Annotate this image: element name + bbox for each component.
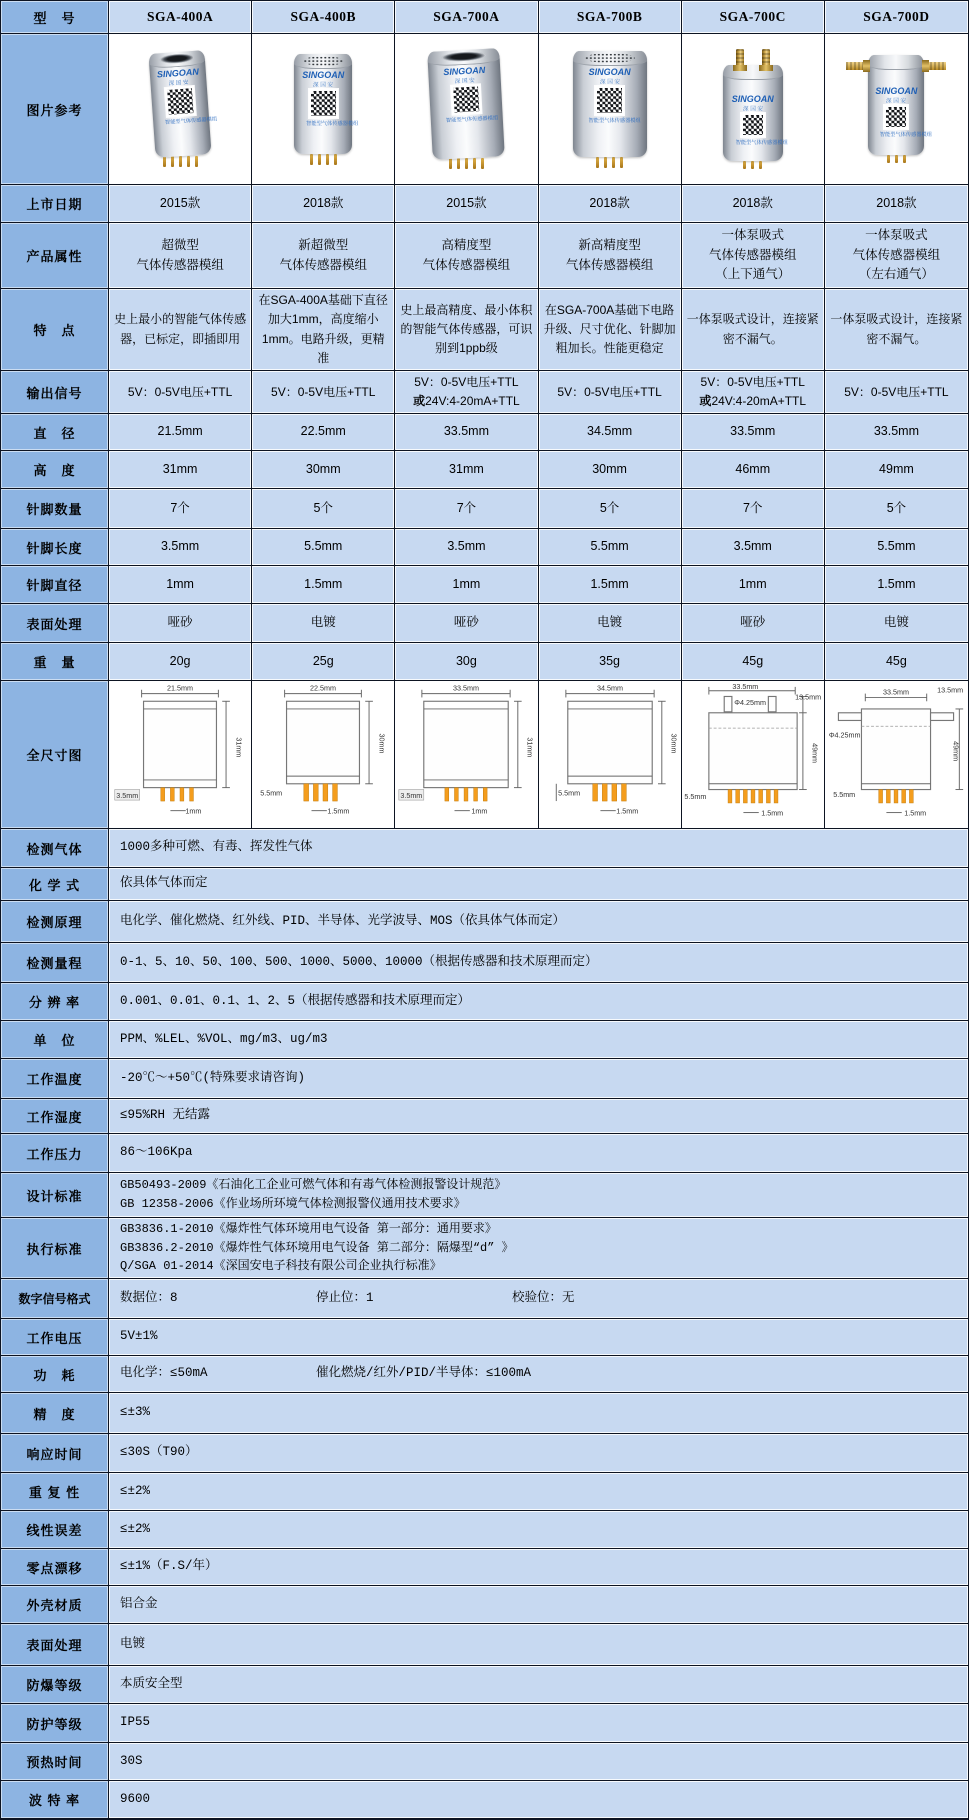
qr-code-icon xyxy=(886,107,906,127)
row-label: 数字信号格式 xyxy=(1,1279,109,1319)
product-photo xyxy=(723,34,788,184)
sensor-body xyxy=(573,51,647,157)
weight-cell: 20g xyxy=(109,643,252,681)
spec-row-voltage xyxy=(1,1319,968,1356)
sensor-caption: 智能型气体传感器模组 xyxy=(588,116,641,123)
spec-value: 1000多种可燃、有毒、挥发性气体 xyxy=(109,829,968,868)
spec-row-baud-rate xyxy=(1,1781,968,1819)
svg-text:1.5mm: 1.5mm xyxy=(615,806,638,816)
pin-diameter-cell: 1.5mm xyxy=(825,566,968,604)
dimension-diagram xyxy=(825,681,968,829)
spec-row-repeatability xyxy=(1,1473,968,1511)
sensor-pins xyxy=(887,155,906,163)
product-photo xyxy=(152,34,218,184)
svg-text:5.5mm: 5.5mm xyxy=(260,787,283,797)
sensor-cap-icon xyxy=(294,54,352,69)
row-label: 特 点 xyxy=(1,289,109,371)
spec-value: ≤±1%（F.S/年） xyxy=(109,1549,968,1586)
spec-value: ≤30S（T90） xyxy=(109,1434,968,1473)
svg-text:31mm: 31mm xyxy=(525,736,535,757)
row-label: 化 学 式 xyxy=(1,868,109,901)
surface-cell: 哑砂 xyxy=(682,604,825,643)
launch-cell: 2018款 xyxy=(539,185,682,223)
pin-count-cell: 5个 xyxy=(252,489,395,529)
signal-cell: 5V：0-5V电压+TTL 或24V:4-20mA+TTL xyxy=(682,371,825,414)
pin-length-cell: 5.5mm xyxy=(252,529,395,566)
surface-row xyxy=(1,604,968,643)
brand-logo: SINGOAN xyxy=(588,66,631,77)
attribute-cell: 新超微型 气体传感器模组 xyxy=(252,223,395,289)
brand-logo: SINGOAN xyxy=(302,69,345,80)
height-row xyxy=(1,451,968,489)
feature-cell: 一体泵吸式设计，连接紧密不漏气。 xyxy=(682,289,825,371)
pin-length-cell: 3.5mm xyxy=(109,529,252,566)
spec-value: PPM、%LEL、%VOL、mg/m3、ug/m3 xyxy=(109,1021,968,1059)
feature-cell: 在SGA-700A基础下电路升级、尺寸优化、针脚加粗加长。性能更稳定 xyxy=(539,289,682,371)
pump-tube-left-icon xyxy=(846,62,870,70)
brand-sub: 深 国 安 xyxy=(313,81,334,88)
row-label: 防护等级 xyxy=(1,1704,109,1743)
spec-row-shell-material xyxy=(1,1586,968,1624)
height-cell: 30mm xyxy=(539,451,682,489)
spec-row-protection-grade xyxy=(1,1704,968,1743)
spec-row-zero-drift xyxy=(1,1549,968,1586)
svg-text:33.5mm: 33.5mm xyxy=(732,683,759,691)
brand-sub: 深 国 安 xyxy=(599,78,620,85)
height-cell: 31mm xyxy=(109,451,252,489)
row-label: 检测量程 xyxy=(1,943,109,983)
svg-text:1mm: 1mm xyxy=(185,806,202,816)
product-photo-cell xyxy=(682,34,825,185)
row-label: 波 特 率 xyxy=(1,1781,109,1819)
svg-text:34.5mm: 34.5mm xyxy=(596,683,623,693)
pin-count-cell: 7个 xyxy=(682,489,825,529)
row-label: 产品属性 xyxy=(1,223,109,289)
svg-text:33.5mm: 33.5mm xyxy=(453,683,480,693)
pin-length-cell: 3.5mm xyxy=(682,529,825,566)
brand-sub: 深 国 安 xyxy=(742,105,763,112)
signal-row xyxy=(1,371,968,414)
sensor-cap-icon xyxy=(868,55,924,70)
product-photo-cell xyxy=(539,34,682,185)
spec-value: 86～106Kpa xyxy=(109,1134,968,1173)
diameter-row xyxy=(1,414,968,451)
pin-count-cell: 7个 xyxy=(395,489,538,529)
svg-text:Φ4.25mm: Φ4.25mm xyxy=(734,697,766,707)
spec-value: ≤95%RH 无结露 xyxy=(109,1099,968,1134)
pin-count-row xyxy=(1,489,968,529)
dimension-diagram xyxy=(252,681,395,829)
svg-text:3.5mm: 3.5mm xyxy=(400,790,423,800)
spec-value: ≤±3% xyxy=(109,1393,968,1434)
diameter-cell: 22.5mm xyxy=(252,414,395,451)
height-cell: 49mm xyxy=(825,451,968,489)
brand-sub: 深 国 安 xyxy=(168,78,189,87)
sensor-pins xyxy=(163,156,198,167)
pin-length-cell: 3.5mm xyxy=(395,529,538,566)
qr-code-icon xyxy=(167,88,194,115)
row-label: 工作温度 xyxy=(1,1059,109,1099)
signal-cell: 5V：0-5V电压+TTL 或24V:4-20mA+TTL xyxy=(395,371,538,414)
feature-cell: 在SGA-400A基础下直径加大1mm，高度缩小1mm。电路升级，更精准 xyxy=(252,289,395,371)
attribute-cell: 一体泵吸式 气体传感器模组 （左右通气） xyxy=(825,223,968,289)
spec-value: GB3836.1-2010《爆炸性气体环境用电气设备 第一部分：通用要求》 GB3836.2-2010《爆炸性气体环境用电气设备 第二部分：隔爆型“d” 》 Q/SGA 01-2014《深国安电子科技有限公司企业执行标准》 xyxy=(109,1218,968,1279)
spec-row-explosion-grade xyxy=(1,1666,968,1704)
svg-text:5.5mm: 5.5mm xyxy=(684,791,707,801)
pin-diameter-cell: 1mm xyxy=(109,566,252,604)
spec-row-temp xyxy=(1,1059,968,1099)
svg-text:13.5mm: 13.5mm xyxy=(794,691,821,701)
feature-cell: 一体泵吸式设计，连接紧密不漏气。 xyxy=(825,289,968,371)
weight-cell: 45g xyxy=(825,643,968,681)
sensor-pins xyxy=(310,154,337,165)
row-label: 设计标准 xyxy=(1,1173,109,1218)
photo-row-label: 图片参考 xyxy=(1,34,109,185)
surface-cell: 电镀 xyxy=(252,604,395,643)
brand-logo: SINGOAN xyxy=(443,64,486,77)
diameter-cell: 34.5mm xyxy=(539,414,682,451)
pump-tubes-icon xyxy=(736,49,770,67)
signal-cell: 5V：0-5V电压+TTL xyxy=(252,371,395,414)
sensor-caption: 智能型气体传感器模组 xyxy=(880,131,933,138)
model-header: SGA-400B xyxy=(252,1,395,34)
spec-row-detect-gas xyxy=(1,829,968,868)
row-label: 预热时间 xyxy=(1,1743,109,1781)
launch-cell: 2018款 xyxy=(682,185,825,223)
spec-value: 0.001、0.01、0.1、1、2、5（根据传感器和技术原理而定） xyxy=(109,983,968,1021)
spec-row-resolution xyxy=(1,983,968,1021)
svg-text:3.5mm: 3.5mm xyxy=(116,790,139,800)
sensor-caption: 智能型气体传感器模组 xyxy=(306,119,359,126)
brand-logo: SINGOAN xyxy=(875,86,918,96)
row-label: 针脚长度 xyxy=(1,529,109,566)
attribute-cell: 一体泵吸式 气体传感器模组 （上下通气） xyxy=(682,223,825,289)
sensor-caption: 智能型气体传感器模组 xyxy=(446,114,499,123)
pin-length-row xyxy=(1,529,968,566)
sensor-body xyxy=(428,48,506,160)
weight-cell: 30g xyxy=(395,643,538,681)
spec-row-range xyxy=(1,943,968,983)
diameter-cell: 33.5mm xyxy=(395,414,538,451)
spec-value: 5V±1% xyxy=(109,1319,968,1356)
launch-cell: 2015款 xyxy=(395,185,538,223)
header-row xyxy=(1,1,968,34)
row-label: 工作电压 xyxy=(1,1319,109,1356)
product-photo xyxy=(294,34,359,184)
row-label: 表面处理 xyxy=(1,604,109,643)
spec-row-pressure xyxy=(1,1134,968,1173)
svg-text:30mm: 30mm xyxy=(668,732,678,753)
signal-cell: 5V：0-5V电压+TTL xyxy=(825,371,968,414)
row-label: 工作湿度 xyxy=(1,1099,109,1134)
svg-text:Φ4.25mm: Φ4.25mm xyxy=(829,730,861,740)
attribute-row xyxy=(1,223,968,289)
sensor-body xyxy=(868,55,933,155)
launch-cell: 2018款 xyxy=(252,185,395,223)
svg-text:33.5mm: 33.5mm xyxy=(883,687,910,697)
row-label: 零点漂移 xyxy=(1,1549,109,1586)
svg-text:1mm: 1mm xyxy=(471,806,488,816)
height-cell: 30mm xyxy=(252,451,395,489)
attribute-cell: 高精度型 气体传感器模组 xyxy=(395,223,538,289)
pin-diameter-row xyxy=(1,566,968,604)
svg-text:22.5mm: 22.5mm xyxy=(310,683,337,693)
qr-code-icon xyxy=(743,115,763,135)
feature-cell: 史上最小的智能气体传感器，已标定，即插即用 xyxy=(109,289,252,371)
product-photo-cell xyxy=(252,34,395,185)
spec-row-response-time xyxy=(1,1434,968,1473)
sensor-cap-icon xyxy=(723,65,783,80)
svg-text:1.5mm: 1.5mm xyxy=(760,807,783,817)
spec-row-accuracy xyxy=(1,1393,968,1434)
height-cell: 31mm xyxy=(395,451,538,489)
row-label: 高 度 xyxy=(1,451,109,489)
dimension-diagram xyxy=(109,681,252,829)
qr-code-icon xyxy=(453,86,479,112)
spec-value: ≤±2% xyxy=(109,1473,968,1511)
pin-count-cell: 5个 xyxy=(539,489,682,529)
pin-length-cell: 5.5mm xyxy=(539,529,682,566)
row-label: 响应时间 xyxy=(1,1434,109,1473)
spec-row-chem-formula xyxy=(1,868,968,901)
sensor-caption: 智能型气体传感器模组 xyxy=(735,139,788,146)
row-label: 线性误差 xyxy=(1,1511,109,1549)
svg-text:49mm: 49mm xyxy=(951,740,961,761)
dimension-diagram xyxy=(539,681,682,829)
spec-value: -20℃～+50℃(特殊要求请咨询) xyxy=(109,1059,968,1099)
spec-row-warmup-time xyxy=(1,1743,968,1781)
svg-text:1.5mm: 1.5mm xyxy=(327,806,350,816)
svg-text:13.5mm: 13.5mm xyxy=(937,685,964,695)
pump-tube-right-icon xyxy=(922,62,946,70)
row-label: 全尺寸图 xyxy=(1,681,109,829)
product-photo-cell xyxy=(109,34,252,185)
svg-text:5.5mm: 5.5mm xyxy=(833,789,856,799)
spec-row-unit xyxy=(1,1021,968,1059)
weight-cell: 25g xyxy=(252,643,395,681)
row-label: 直 径 xyxy=(1,414,109,451)
spec-row-humidity xyxy=(1,1099,968,1134)
product-photo xyxy=(868,34,933,184)
spec-value: ≤±2% xyxy=(109,1511,968,1549)
photo-row xyxy=(1,34,968,185)
row-label: 执行标准 xyxy=(1,1218,109,1279)
row-label: 单 位 xyxy=(1,1021,109,1059)
diameter-cell: 33.5mm xyxy=(825,414,968,451)
svg-text:31mm: 31mm xyxy=(234,736,244,757)
spec-row-power xyxy=(1,1356,968,1393)
row-label: 表面处理 xyxy=(1,1624,109,1666)
svg-text:21.5mm: 21.5mm xyxy=(167,683,194,693)
spec-value: 30S xyxy=(109,1743,968,1781)
sensor-body xyxy=(294,54,359,154)
model-header: SGA-700B xyxy=(539,1,682,34)
row-label: 输出信号 xyxy=(1,371,109,414)
sensor-pins xyxy=(596,157,623,168)
spec-value: 铝合金 xyxy=(109,1586,968,1624)
dimensions-row xyxy=(1,681,968,829)
spec-row-linearity xyxy=(1,1511,968,1549)
row-label: 分 辨 率 xyxy=(1,983,109,1021)
svg-text:49mm: 49mm xyxy=(810,742,820,763)
spec-value: 电镀 xyxy=(109,1624,968,1666)
qr-code-icon xyxy=(597,88,622,113)
height-cell: 46mm xyxy=(682,451,825,489)
product-photo-cell xyxy=(825,34,968,185)
qr-code-icon xyxy=(311,91,336,116)
product-photo xyxy=(430,34,502,184)
row-label: 检测原理 xyxy=(1,901,109,943)
pin-diameter-cell: 1mm xyxy=(682,566,825,604)
row-label: 重 复 性 xyxy=(1,1473,109,1511)
feature-cell: 史上最高精度、最小体积的智能气体传感器，可识别到1ppb级 xyxy=(395,289,538,371)
pin-diameter-cell: 1.5mm xyxy=(252,566,395,604)
model-header: SGA-700D xyxy=(825,1,968,34)
row-label: 针脚数量 xyxy=(1,489,109,529)
weight-row xyxy=(1,643,968,681)
brand-logo: SINGOAN xyxy=(156,66,200,80)
row-label: 防爆等级 xyxy=(1,1666,109,1704)
model-header: SGA-700A xyxy=(395,1,538,34)
launch-cell: 2015款 xyxy=(109,185,252,223)
row-label: 针脚直径 xyxy=(1,566,109,604)
spec-row-surface-treatment xyxy=(1,1624,968,1666)
sensor-body xyxy=(149,50,218,158)
row-label: 上市日期 xyxy=(1,185,109,223)
diameter-cell: 33.5mm xyxy=(682,414,825,451)
svg-text:5.5mm: 5.5mm xyxy=(557,787,580,797)
row-label: 功 耗 xyxy=(1,1356,109,1393)
dimension-diagram xyxy=(395,681,538,829)
brand-sub: 深 国 安 xyxy=(455,76,476,84)
sensor-cap-icon xyxy=(428,48,501,67)
sensor-cap-icon xyxy=(573,51,647,66)
pin-count-cell: 7个 xyxy=(109,489,252,529)
pin-length-cell: 5.5mm xyxy=(825,529,968,566)
brand-logo: SINGOAN xyxy=(731,94,774,104)
spec-value: 本质安全型 xyxy=(109,1666,968,1704)
spec-value: 数据位：8 停止位：1 校验位：无 xyxy=(109,1279,968,1319)
row-label: 外壳材质 xyxy=(1,1586,109,1624)
row-label: 重 量 xyxy=(1,643,109,681)
spec-value: 电化学、催化燃烧、红外线、PID、半导体、光学波导、MOS（依具体气体而定） xyxy=(109,901,968,943)
launch-cell: 2018款 xyxy=(825,185,968,223)
brand-sub: 深 国 安 xyxy=(886,97,907,104)
row-label: 工作压力 xyxy=(1,1134,109,1173)
pin-diameter-cell: 1mm xyxy=(395,566,538,604)
svg-text:30mm: 30mm xyxy=(377,732,387,753)
spec-value: 依具体气体而定 xyxy=(109,868,968,901)
spec-value: GB50493-2009《石油化工企业可燃气体和有毒气体检测报警设计规范》 GB 12358-2006《作业场所环境气体检测报警仪通用技术要求》 xyxy=(109,1173,968,1218)
row-label: 检测气体 xyxy=(1,829,109,868)
svg-text:1.5mm: 1.5mm xyxy=(904,807,927,817)
spec-row-digital-format xyxy=(1,1279,968,1319)
spec-row-exec-standard xyxy=(1,1218,968,1279)
surface-cell: 哑砂 xyxy=(109,604,252,643)
surface-cell: 哑砂 xyxy=(395,604,538,643)
weight-cell: 35g xyxy=(539,643,682,681)
sensor-caption: 智能型气体传感器模组 xyxy=(164,115,218,125)
spec-value: 电化学：≤50mA 催化燃烧/红外/PID/半导体：≤100mA xyxy=(109,1356,968,1393)
product-photo xyxy=(573,34,647,184)
surface-cell: 电镀 xyxy=(825,604,968,643)
row-label: 精 度 xyxy=(1,1393,109,1434)
launch-row xyxy=(1,185,968,223)
spec-value: IP55 xyxy=(109,1704,968,1743)
sensor-body xyxy=(723,65,788,161)
diameter-cell: 21.5mm xyxy=(109,414,252,451)
sensor-pins xyxy=(743,161,762,169)
sensor-pins xyxy=(449,158,484,169)
feature-row xyxy=(1,289,968,371)
product-photo-cell xyxy=(395,34,538,185)
signal-cell: 5V：0-5V电压+TTL xyxy=(539,371,682,414)
spec-row-principle xyxy=(1,901,968,943)
spec-value: 9600 xyxy=(109,1781,968,1819)
spec-value: 0-1、5、10、50、100、500、1000、5000、10000（根据传感器和技术原理而定） xyxy=(109,943,968,983)
attribute-cell: 新高精度型 气体传感器模组 xyxy=(539,223,682,289)
model-header: SGA-700C xyxy=(682,1,825,34)
spec-row-design-standard xyxy=(1,1173,968,1218)
attribute-cell: 超微型 气体传感器模组 xyxy=(109,223,252,289)
pin-count-cell: 5个 xyxy=(825,489,968,529)
signal-cell: 5V：0-5V电压+TTL xyxy=(109,371,252,414)
dimension-diagram xyxy=(682,681,825,829)
weight-cell: 45g xyxy=(682,643,825,681)
model-header: SGA-400A xyxy=(109,1,252,34)
surface-cell: 电镀 xyxy=(539,604,682,643)
header-label: 型 号 xyxy=(1,1,109,34)
pin-diameter-cell: 1.5mm xyxy=(539,566,682,604)
